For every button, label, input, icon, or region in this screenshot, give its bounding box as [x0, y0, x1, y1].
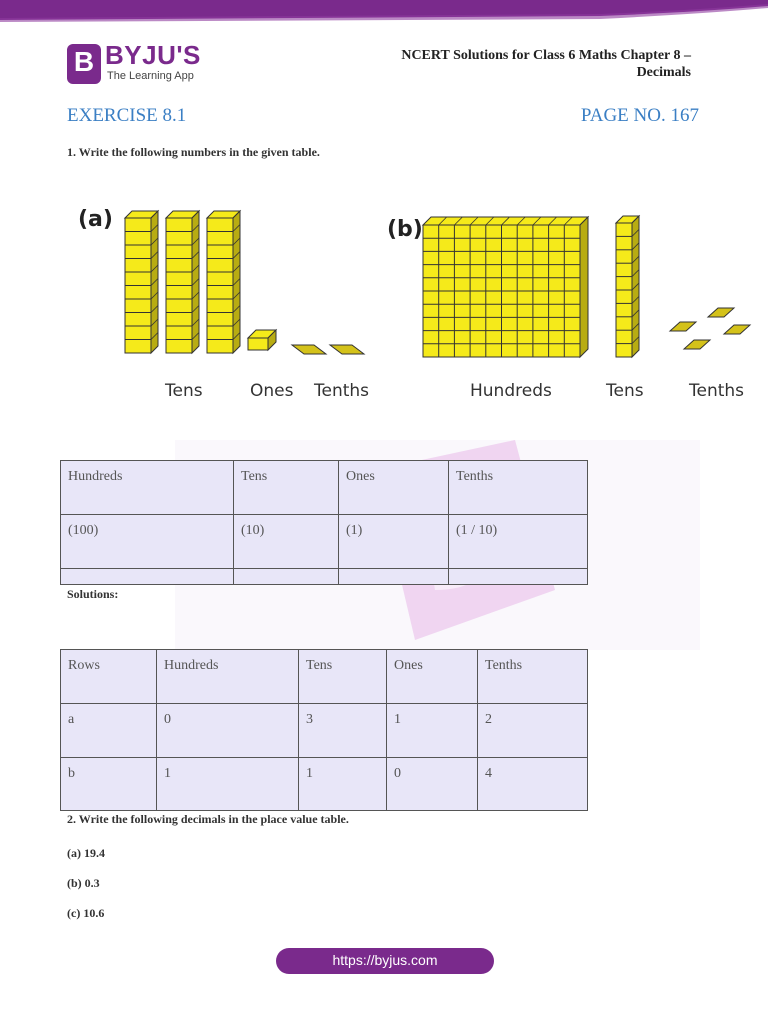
question-2-item-c: (c) 10.6	[67, 906, 105, 920]
exercise-label: EXERCISE 8.1	[67, 105, 187, 126]
table1-empty-cell	[234, 569, 339, 585]
table2-cell: 0	[387, 758, 478, 811]
table1-value-hundreds: (100)	[61, 515, 234, 569]
brand-tagline: The Learning App	[107, 70, 194, 82]
question-1: 1. Write the following numbers in the given table.	[67, 145, 320, 159]
table1-header-ones: Ones	[339, 461, 449, 515]
question-2-item-a: (a) 19.4	[67, 846, 105, 860]
table2-cell: 2	[478, 704, 588, 758]
label-a-ones: Ones	[250, 381, 294, 401]
table2-header-tens: Tens	[299, 650, 387, 704]
tenths-piece-b	[724, 325, 750, 334]
table2-cell: 4	[478, 758, 588, 811]
label-b-tens: Tens	[606, 381, 644, 401]
table2-cell: 0	[157, 704, 299, 758]
table2-cell: a	[61, 704, 157, 758]
base-ten-blocks	[0, 195, 768, 425]
tens-rod-a	[207, 211, 240, 353]
label-a-tens: Tens	[165, 381, 203, 401]
table1-empty-cell	[339, 569, 449, 585]
tenths-piece-b	[670, 322, 696, 331]
table2-header-ones: Ones	[387, 650, 478, 704]
table-row	[61, 704, 588, 758]
tenths-piece-b	[708, 308, 734, 317]
table2-cell: 1	[157, 758, 299, 811]
table1-value-tenths: (1 / 10)	[449, 515, 588, 569]
place-value-figure	[0, 195, 768, 425]
table2-cell: 1	[299, 758, 387, 811]
solution-table	[60, 649, 588, 811]
document-title: NCERT Solutions for Class 6 Maths Chapter 8 – Decimals	[401, 48, 691, 80]
place-value-table	[60, 460, 588, 585]
tenths-piece-a	[330, 345, 364, 354]
figure-label-b: (b)	[387, 217, 423, 242]
table-row	[61, 758, 588, 811]
top-banner	[0, 0, 768, 22]
tenths-piece-b	[684, 340, 710, 349]
table1-value-ones: (1)	[339, 515, 449, 569]
table1-value-tens: (10)	[234, 515, 339, 569]
label-b-hundreds: Hundreds	[470, 381, 552, 401]
logo-icon: B	[67, 44, 101, 84]
table2-header-hundreds: Hundreds	[157, 650, 299, 704]
tens-rod-b	[616, 216, 639, 357]
footer-url: https://byjus.com	[332, 952, 438, 968]
solutions-label: Solutions:	[67, 587, 119, 601]
question-2-item-b: (b) 0.3	[67, 876, 100, 890]
tens-rod-a	[125, 211, 158, 353]
table2-header-rows: Rows	[61, 650, 157, 704]
table1-empty-cell	[61, 569, 234, 585]
table2-cell: 3	[299, 704, 387, 758]
table2-cell: 1	[387, 704, 478, 758]
hundreds-flat-b	[423, 217, 588, 357]
tenths-piece-a	[292, 345, 326, 354]
figure-label-a: (a)	[78, 207, 113, 232]
footer-url-button[interactable]	[276, 948, 494, 974]
table1-header-hundreds: Hundreds	[61, 461, 234, 515]
ones-cube-a	[248, 330, 276, 350]
label-a-tenths: Tenths	[314, 381, 370, 401]
table1-header-tens: Tens	[234, 461, 339, 515]
tens-rod-a	[166, 211, 199, 353]
table2-header-tenths: Tenths	[478, 650, 588, 704]
page-number: PAGE NO. 167	[580, 105, 699, 126]
table1-empty-cell	[449, 569, 588, 585]
label-b-tenths: Tenths	[689, 381, 745, 401]
brand-name: BYJU'S	[105, 40, 201, 70]
question-2: 2. Write the following decimals in the place value table.	[67, 812, 349, 826]
table1-header-tenths: Tenths	[449, 461, 588, 515]
table2-cell: b	[61, 758, 157, 811]
byjus-logo	[67, 40, 227, 86]
